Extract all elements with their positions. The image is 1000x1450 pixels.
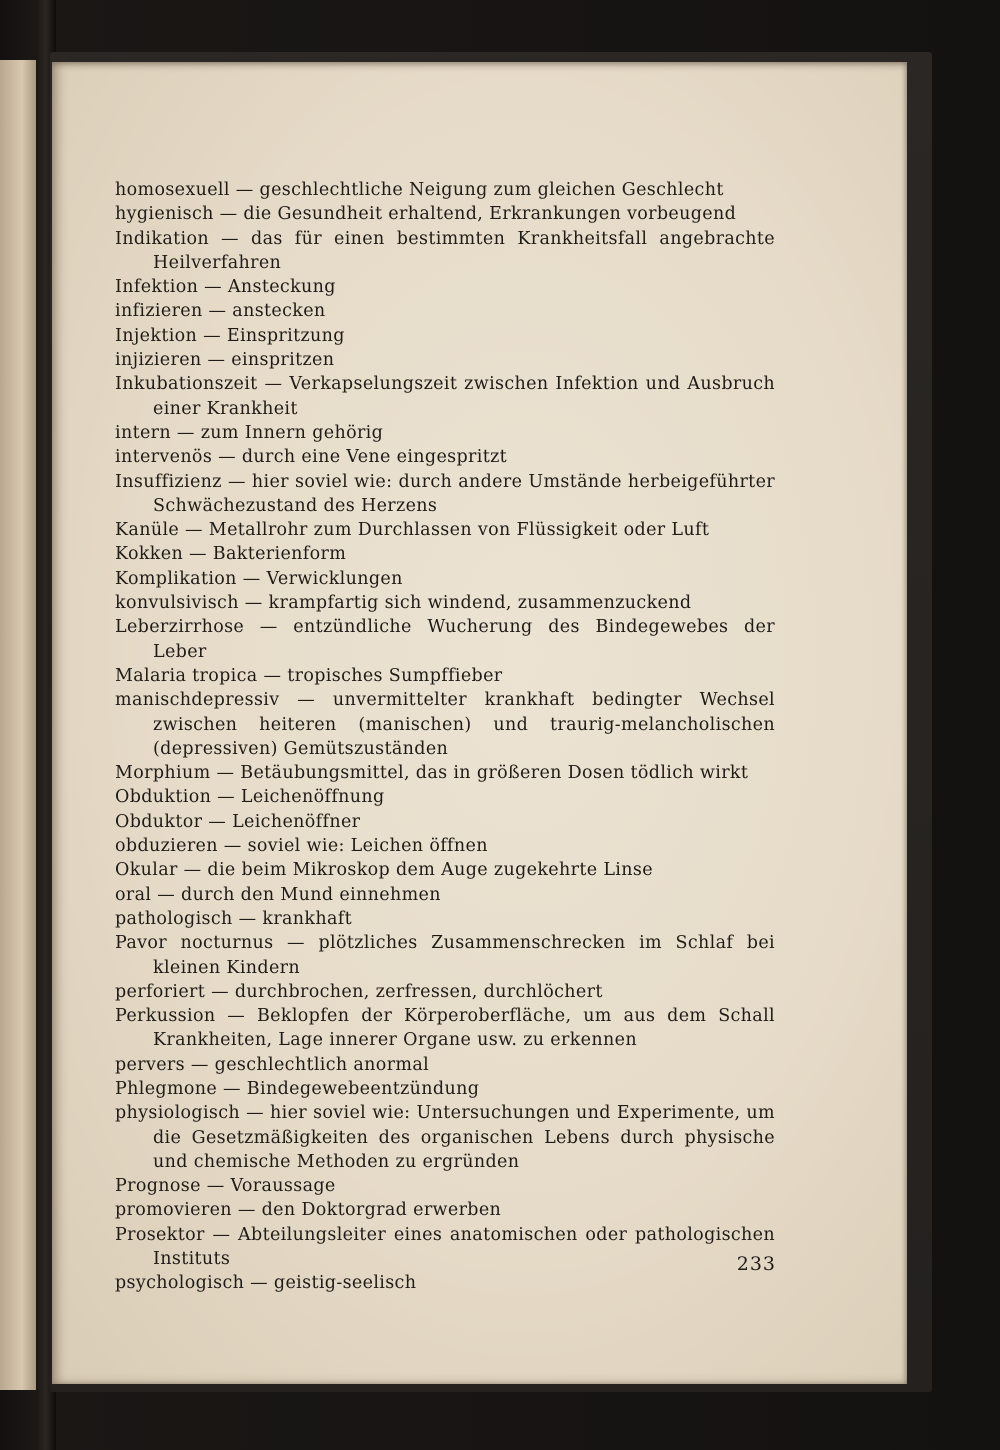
glossary-entry <box>115 1198 775 1222</box>
glossary-entry <box>115 761 775 785</box>
glossary-entry <box>115 348 775 372</box>
glossary-definition: zum Innern gehörig <box>200 422 384 443</box>
glossary-term: homosexuell <box>115 180 230 200</box>
glossary-list <box>115 178 775 1296</box>
glossary-definition: Verwicklungen <box>266 568 403 589</box>
glossary-entry <box>115 688 775 761</box>
glossary-entry <box>115 834 775 858</box>
separator: — <box>240 1103 271 1124</box>
separator: — <box>205 981 235 1002</box>
glossary-term: intern <box>115 422 171 443</box>
glossary-entry <box>115 470 775 519</box>
glossary-definition: den Doktorgrad erwerben <box>261 1200 502 1221</box>
separator: — <box>236 568 267 589</box>
glossary-entry <box>115 785 775 809</box>
separator: — <box>244 1273 274 1294</box>
separator: — <box>197 325 227 346</box>
glossary-definition: Ansteckung <box>227 277 336 298</box>
left-page-edge <box>0 60 40 1390</box>
glossary-term: hygienisch <box>115 204 214 225</box>
separator: — <box>238 593 269 614</box>
glossary-entry <box>115 324 775 348</box>
glossary-entry <box>115 1223 775 1272</box>
glossary-entry <box>115 664 775 688</box>
glossary-definition: das für einen bestimmten Krankheitsfall angebrachte Heilverfahren <box>153 228 775 273</box>
glossary-term: Okular <box>115 860 178 881</box>
separator: — <box>257 374 290 395</box>
glossary-entry <box>115 980 775 1004</box>
glossary-definition: hier soviel wie: Untersuchungen und Experimente, um die Gesetzmäßigkeiten des organischen Lebens durch physische und chemische Methoden zu ergründen <box>153 1103 775 1172</box>
glossary-term: manischdepressiv <box>115 690 280 711</box>
separator: — <box>215 1006 257 1027</box>
glossary-definition: Einspritzung <box>226 325 345 346</box>
glossary-term: Infektion <box>115 277 199 298</box>
glossary-term: Prosektor <box>115 1224 205 1245</box>
separator: — <box>198 277 228 298</box>
glossary-definition: hier soviel wie: durch andere Umstände herbeigeführter Schwächezustand des Herzens <box>153 471 775 516</box>
glossary-definition: Leichenöffnung <box>240 787 385 808</box>
glossary-definition: Bakterienform <box>212 544 347 565</box>
glossary-entry <box>115 907 775 931</box>
separator: — <box>244 617 294 638</box>
glossary-definition: tropisches Sumpffieber <box>287 665 503 686</box>
separator: — <box>151 884 182 905</box>
glossary-entry <box>115 591 775 615</box>
glossary-term: intervenös <box>115 447 213 468</box>
glossary-term: Pavor nocturnus <box>115 933 274 954</box>
glossary-term: Indikation <box>115 228 209 249</box>
glossary-definition: durch eine Vene eingespritzt <box>241 447 508 468</box>
glossary-term: Injektion <box>115 325 198 346</box>
glossary-entry <box>115 883 775 907</box>
separator: — <box>229 180 260 200</box>
glossary-definition: Bindegewebeentzündung <box>246 1078 480 1099</box>
glossary-entry <box>115 202 775 226</box>
glossary-definition: anstecken <box>232 301 326 322</box>
glossary-term: Inkubationszeit <box>115 374 258 395</box>
glossary-entry <box>115 275 775 299</box>
glossary-definition: einspritzen <box>231 350 335 371</box>
glossary-definition: Abteilungsleiter eines anatomischen oder pathologischen Instituts <box>153 1224 775 1270</box>
glossary-definition: die Gesundheit erhaltend, Erkrankungen vorbeugend <box>243 204 737 225</box>
glossary-entry <box>115 858 775 882</box>
glossary-term: oral <box>115 884 152 905</box>
glossary-entry <box>115 931 775 980</box>
separator: — <box>201 350 232 371</box>
separator: — <box>202 811 233 832</box>
glossary-definition: unvermittelter krankhaft bedingter Wechsel zwischen heiteren (manischen) und traurig-melancholischen (depressiven) Gemütszuständen <box>153 690 775 759</box>
glossary-term: pervers <box>115 1054 185 1075</box>
separator: — <box>204 1224 239 1245</box>
glossary-term: Phlegmone <box>115 1078 218 1099</box>
glossary-entry <box>115 227 775 276</box>
separator: — <box>217 1078 247 1099</box>
glossary-term: Perkussion <box>115 1006 216 1027</box>
page-number: 233 <box>736 1253 776 1275</box>
glossary-definition: entzündliche Wucherung des Bindegewebes der Leber <box>153 617 775 662</box>
glossary-entry <box>115 1271 775 1295</box>
glossary-definition: Voraussage <box>230 1176 336 1197</box>
glossary-entry <box>115 372 775 421</box>
separator: — <box>273 933 319 954</box>
glossary-term: konvulsivisch <box>115 593 239 614</box>
glossary-definition: durch den Mund einnehmen <box>181 884 441 905</box>
glossary-entry <box>115 810 775 834</box>
separator: — <box>171 422 201 443</box>
separator: — <box>221 471 252 492</box>
glossary-term: Komplikation <box>115 568 237 589</box>
glossary-term: pathologisch <box>115 908 233 929</box>
glossary-definition: geschlechtlich anormal <box>214 1054 430 1075</box>
separator: — <box>212 447 242 468</box>
separator: — <box>279 690 333 711</box>
separator: — <box>232 908 263 929</box>
separator: — <box>183 544 213 565</box>
glossary-term: Obduktion <box>115 787 212 808</box>
glossary-term: Insuffizienz <box>115 471 222 492</box>
glossary-term: physiologisch <box>115 1103 241 1124</box>
glossary-definition: Verkapselungszeit zwischen Infektion und Ausbruch einer Krankheit <box>153 374 775 419</box>
glossary-entry <box>115 518 775 542</box>
glossary-definition: die beim Mikroskop dem Auge zugekehrte Linse <box>207 860 653 881</box>
separator: — <box>184 1054 215 1075</box>
glossary-definition: Metallrohr zum Durchlassen von Flüssigkeit oder Luft <box>208 520 710 541</box>
glossary-entry <box>115 421 775 445</box>
separator: — <box>202 301 233 322</box>
glossary-entry <box>115 178 775 202</box>
separator: — <box>208 228 252 249</box>
glossary-term: perforiert <box>115 981 206 1002</box>
glossary-definition: Leichenöffner <box>232 811 361 832</box>
glossary-term: Morphium <box>115 763 211 784</box>
glossary-term: Malaria tropica <box>115 665 258 686</box>
separator: — <box>200 1176 231 1197</box>
glossary-definition: krampfartig sich windend, zusammenzuckend <box>268 593 692 614</box>
glossary-entry <box>115 542 775 566</box>
glossary-term: Kanüle <box>115 520 180 541</box>
glossary-entry <box>115 1174 775 1198</box>
glossary-definition: plötzliches Zusammenschrecken im Schlaf bei kleinen Kindern <box>153 933 775 978</box>
glossary-entry <box>115 445 775 469</box>
glossary-entry <box>115 1077 775 1101</box>
glossary-term: psychologisch <box>115 1273 245 1294</box>
glossary-term: infizieren <box>115 301 203 322</box>
separator: — <box>179 520 209 541</box>
glossary-term: Leberzirrhose <box>115 617 245 638</box>
glossary-definition: Beklopfen der Körperoberfläche, um aus dem Schall Krankheiten, Lage innerer Organe usw. zu erkennen <box>153 1006 775 1051</box>
glossary-definition: Betäubungsmittel, das in größeren Dosen tödlich wirkt <box>240 763 749 784</box>
glossary-definition: krankhaft <box>262 908 353 929</box>
glossary-entry <box>115 615 775 664</box>
separator: — <box>257 665 288 686</box>
glossary-term: Prognose <box>115 1176 201 1197</box>
separator: — <box>213 204 244 225</box>
glossary-entry <box>115 1004 775 1053</box>
glossary-term: Kokken <box>115 544 184 565</box>
glossary-entry <box>115 1101 775 1174</box>
separator: — <box>231 1200 262 1221</box>
glossary-entry <box>115 567 775 591</box>
glossary-definition: geschlechtliche Neigung zum gleichen Geschlecht <box>259 180 724 200</box>
glossary-term: promovieren <box>115 1200 232 1221</box>
glossary-definition: geistig-seelisch <box>273 1273 417 1294</box>
separator: — <box>211 787 241 808</box>
glossary-definition: durchbrochen, zerfressen, durchlöchert <box>234 981 603 1002</box>
glossary-entry <box>115 299 775 323</box>
separator: — <box>217 836 248 857</box>
glossary-definition: soviel wie: Leichen öffnen <box>247 836 488 857</box>
glossary-term: obduzieren <box>115 836 218 857</box>
glossary-term: injizieren <box>115 350 202 371</box>
separator: — <box>177 860 208 881</box>
glossary-term: Obduktor <box>115 811 203 832</box>
glossary-entry <box>115 1053 775 1077</box>
separator: — <box>210 763 241 784</box>
